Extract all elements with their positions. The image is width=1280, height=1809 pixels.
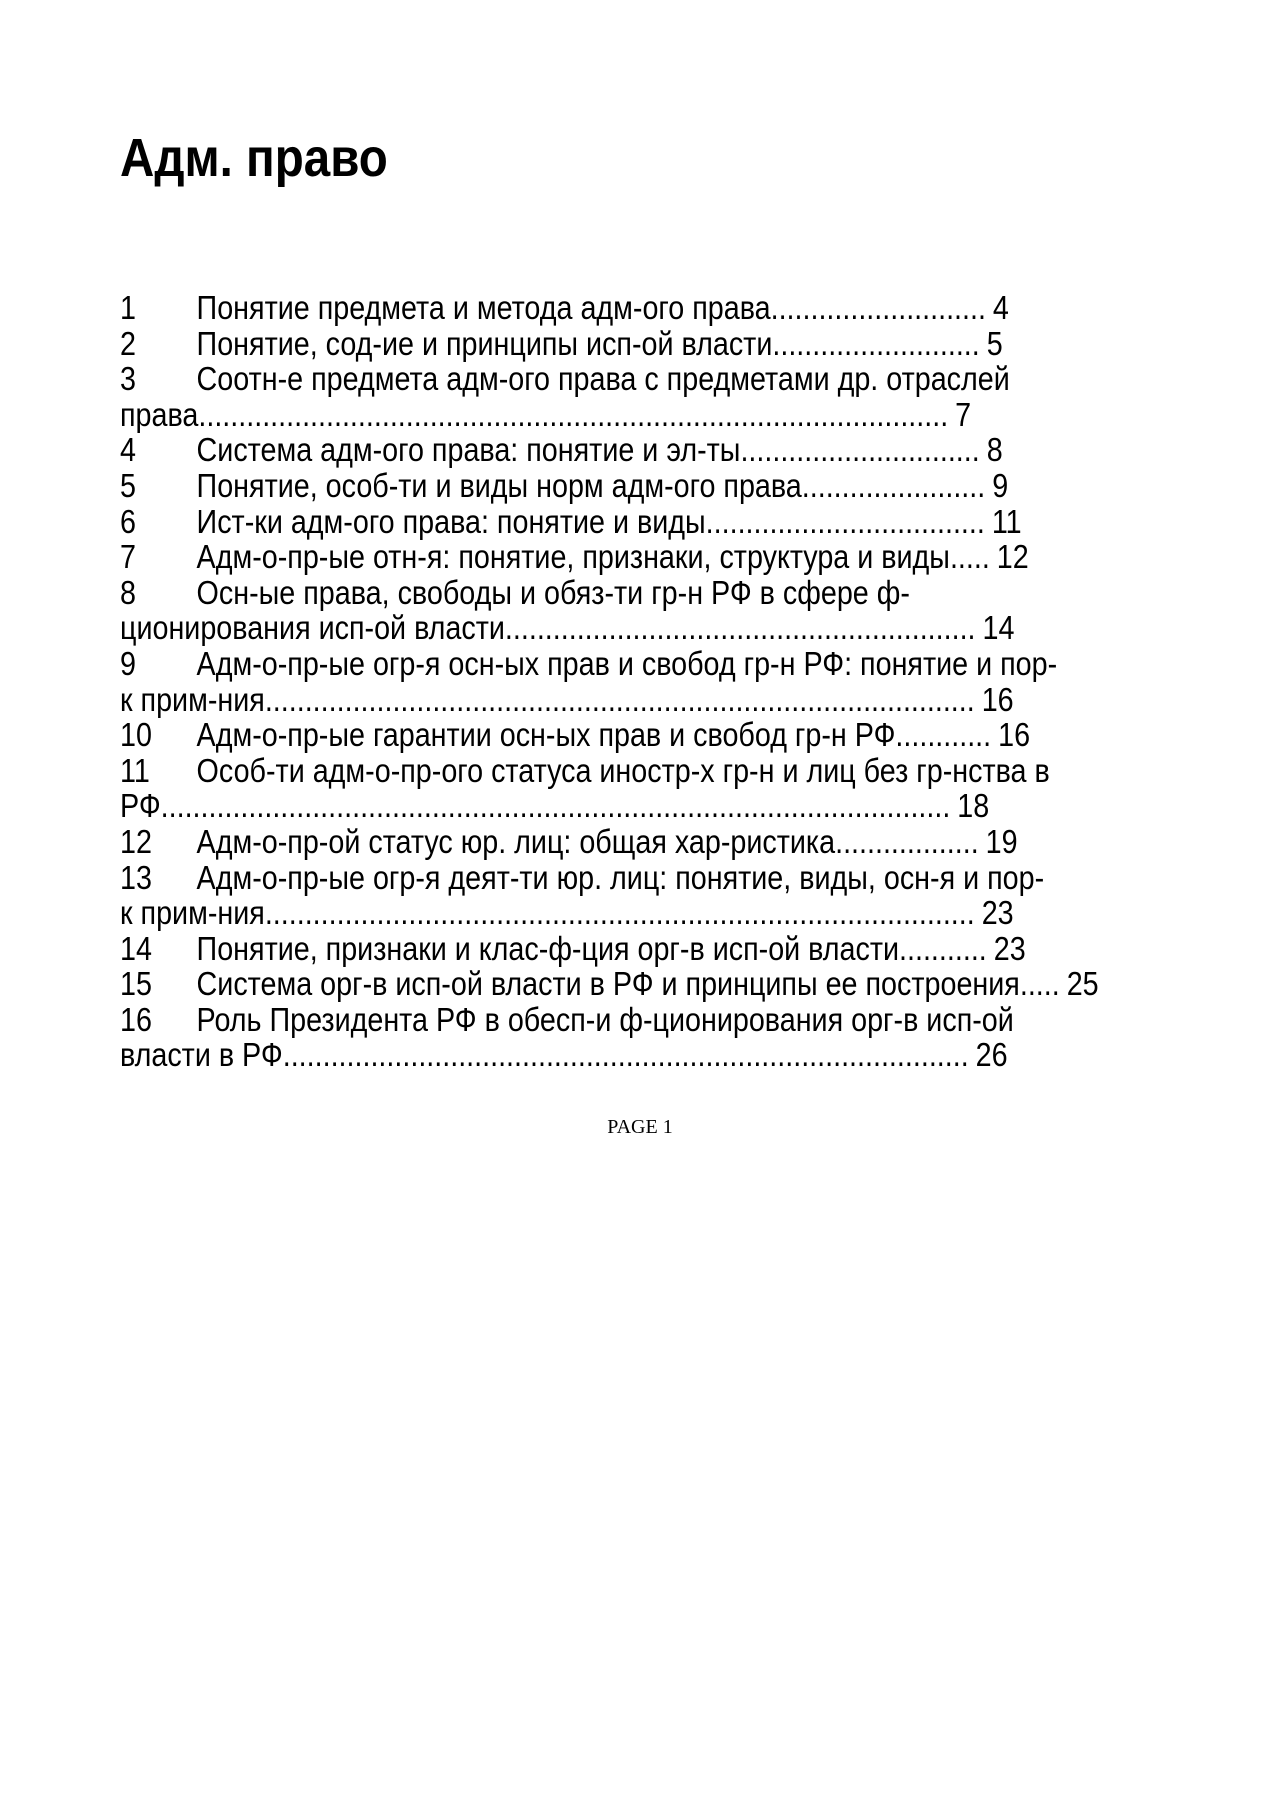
toc-entry-title: Адм-о-пр-ые отн-я: понятие, признаки, структура и виды..... [196,538,990,576]
page-title: Адм. право [120,128,388,188]
toc-entry[interactable] [120,646,1121,717]
toc-entry-number: 10 [120,716,152,754]
toc-entry-page-number: 7 [955,395,972,433]
table-of-contents [120,290,1270,1073]
toc-entry-line [120,468,1121,504]
toc-entry-line [120,290,1121,326]
toc-entry-title: права.............................................................................................. [120,395,949,433]
toc-entry-number: 4 [120,431,136,469]
toc-entry-title: Роль Президента РФ в обесп-и ф-ционирования орг-в исп-ой [196,1000,1014,1038]
toc-entry-line [120,326,1121,362]
toc-entry-line [120,646,1121,682]
toc-entry-line [120,1037,1121,1073]
toc-entry-title: власти в РФ...................................................................................... [120,1036,969,1074]
toc-entry-number: 9 [120,644,136,682]
page-number-footer: PAGE 1 [607,1116,673,1138]
toc-entry-title: Понятие, особ-ти и виды норм адм-ого права....................... [196,466,986,504]
toc-entry-page-number: 18 [957,787,990,825]
toc-entry-page-number: 12 [996,538,1029,576]
toc-entry[interactable] [120,717,1121,753]
toc-entry-title: к прим-ния......................................................................................... [120,894,975,932]
toc-entry[interactable] [120,1002,1121,1073]
toc-entry-title: Ист-ки адм-ого права: понятие и виды................................... [196,502,985,540]
toc-entry-title: Система орг-в исп-ой власти в РФ и принципы ее построения..... [196,965,1060,1003]
toc-entry-number: 3 [120,360,136,398]
toc-entry-number: 15 [120,965,152,1003]
toc-entry-title: Понятие, признаки и клас-ф-ция орг-в исп-ой власти........... [196,929,987,967]
toc-entry[interactable] [120,539,1121,575]
toc-entry-line [120,504,1121,540]
toc-entry-line [120,753,1121,789]
toc-entry[interactable] [120,504,1121,540]
toc-entry-line [120,539,1121,575]
toc-entry-title: Адм-о-пр-ые огр-я деят-ти юр. лиц: понятие, виды, осн-я и пор- [196,858,1045,896]
toc-entry[interactable] [120,326,1121,362]
toc-entry-page-number: 16 [998,716,1031,754]
toc-entry-page-number: 4 [992,289,1009,326]
toc-entry-page-number: 23 [993,929,1026,967]
toc-entry-title: ционирования исп-ой власти........................................................... [120,609,976,647]
toc-entry-line [120,860,1121,896]
toc-entry-title: Особ-ти адм-о-пр-ого статуса иностр-х гр-н и лиц без гр-нства в [196,751,1050,789]
toc-entry-line [120,682,1121,718]
toc-entry-line [120,788,1121,824]
toc-entry-line [120,397,1121,433]
toc-entry-number: 16 [120,1000,152,1038]
toc-entry-line [120,610,1121,646]
toc-entry-page-number: 26 [975,1036,1008,1074]
toc-entry-page-number: 9 [992,466,1009,504]
toc-entry-number: 11 [120,751,150,789]
toc-entry[interactable] [120,361,1121,432]
toc-entry-title: Адм-о-пр-ые гарантии осн-ых прав и свобод гр-н РФ............ [196,716,992,754]
toc-entry[interactable] [120,824,1121,860]
toc-entry-line [120,1002,1121,1038]
toc-entry-page-number: 19 [985,822,1018,860]
toc-entry-line [120,717,1121,753]
toc-entry-title: Осн-ые права, свободы и обяз-ти гр-н РФ в сфере ф- [196,573,910,611]
toc-entry-page-number: 16 [981,680,1014,718]
toc-entry[interactable] [120,432,1121,468]
toc-entry[interactable] [120,290,1121,326]
toc-entry-number: 2 [120,324,136,362]
toc-entry-line [120,966,1121,1002]
toc-entry-number: 7 [120,538,136,576]
toc-entry-number: 13 [120,858,152,896]
toc-entry-number: 8 [120,573,136,611]
toc-entry-line [120,824,1121,860]
toc-entry[interactable] [120,860,1121,931]
toc-entry-number: 6 [120,502,136,540]
toc-entry[interactable] [120,966,1121,1002]
toc-entry-page-number: 5 [986,324,1003,362]
toc-entry[interactable] [120,468,1121,504]
toc-entry-line [120,895,1121,931]
toc-entry-page-number: 8 [986,431,1003,469]
toc-entry-title: Адм-о-пр-ой статус юр. лиц: общая хар-ристика.................. [196,822,979,860]
toc-entry-page-number: 11 [991,502,1022,540]
toc-entry[interactable] [120,575,1121,646]
toc-entry-title: РФ................................................................................................... [120,787,951,825]
toc-entry-title: Система адм-ого права: понятие и эл-ты.............................. [196,431,980,469]
toc-entry[interactable] [120,753,1121,824]
toc-entry-title: к прим-ния......................................................................................... [120,680,975,718]
toc-entry-title: Понятие предмета и метода адм-ого права........................... [196,289,986,326]
toc-entry-line [120,575,1121,611]
toc-entry-title: Соотн-е предмета адм-ого права с предметами др. отраслей [196,360,1010,398]
toc-entry-page-number: 23 [981,894,1014,932]
toc-entry-number: 1 [120,289,136,326]
toc-entry-line [120,931,1121,967]
toc-entry-page-number: 14 [982,609,1015,647]
toc-entry-number: 5 [120,466,136,504]
toc-entry-number: 14 [120,929,152,967]
toc-entry-page-number: 25 [1066,965,1099,1003]
toc-entry-title: Понятие, сод-ие и принципы исп-ой власти.......................... [196,324,980,362]
toc-entry-line [120,361,1121,397]
toc-entry-number: 12 [120,822,152,860]
toc-entry[interactable] [120,931,1121,967]
toc-entry-title: Адм-о-пр-ые огр-я осн-ых прав и свобод гр-н РФ: понятие и пор- [196,644,1058,682]
toc-entry-line [120,432,1121,468]
